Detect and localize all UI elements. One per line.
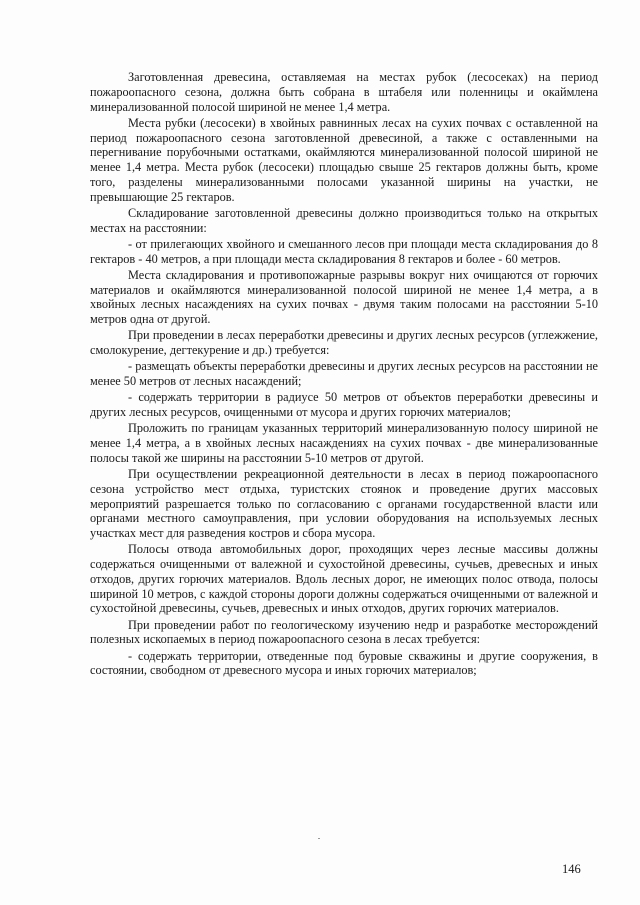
list-item: - от прилегающих хвойного и смешанного лесов при площади места складирования до 8 гектаров - 40 метров, а при площади места складирования 8 гектаров и более - 60 метров. [90,236,598,266]
paragraph: При проведении в лесах переработки древесины и других лесных ресурсов (углежжение, смолокурение, дегтекурение и др.) требуется: [90,328,598,357]
paragraph: При осуществлении рекреационной деятельности в лесах в период пожароопасного сезона устройство мест отдыха, туристских стоянок и проведение других массовых мероприятий разрешается только по согласованию с органами государственной власти или органами местного самоуправления, при условии оборудования на используемых лесных участках мест для разведения костров и сбора мусора. [90,467,598,540]
page-number: 146 [562,862,581,876]
scan-speck [318,838,320,839]
list-item: - размещать объекты переработки древесины и других лесных ресурсов на расстоянии не менее 50 метров от лесных насаждений; [90,359,598,388]
paragraph: Проложить по границам указанных территорий минерализованную полосу шириной не менее 1,4 метра, а в хвойных лесных насаждениях на сухих почвах - две минерализованные полосы такой же ширины на расстоянии 5-10 метров от другой. [90,421,598,465]
paragraph: Складирование заготовленной древесины должно производиться только на открытых местах на расстоянии: [90,205,598,235]
paragraph: Места рубки (лесосеки) в хвойных равнинных лесах на сухих почвах с оставленной на период пожароопасного сезона заготовленной древесиной, а также с оставленными на перегнивание порубочными остатками, окаймляются минерализованной полосой шириной не менее 1,4 метра. Места рубок (лесосеки) площадью свыше 25 гектаров должны быть, кроме того, разделены минерализованными полосами указанной ширины на участки, не превышающие 25 гектаров. [90,115,598,204]
document-body [90,70,598,680]
list-item: - содержать территории, отведенные под буровые скважины и другие сооружения, в состоянии, свободном от древесного мусора и иных горючих материалов; [90,648,598,678]
paragraph: Полосы отвода автомобильных дорог, проходящих через лесные массивы должны содержаться очищенными от валежной и сухостойной древесины, сучьев, древесных и иных отходов, других горючих материалов. Вдоль лесных дорог, не имеющих полос отвода, полосы шириной 10 метров, с каждой стороны дороги должны содержаться очищенными от валежной и сухостойной древесины, сучьев, древесных и иных отходов, других горючих материалов. [90,542,598,616]
paragraph: Заготовленная древесина, оставляемая на местах рубок (лесосеках) на период пожароопасного сезона, должна быть собрана в штабеля или поленницы и окаймлена минерализованной полосой шириной не менее 1,4 метра. [90,70,598,114]
list-item: - содержать территории в радиусе 50 метров от объектов переработки древесины и других лесных ресурсов, очищенными от мусора и других горючих материалов; [90,390,598,419]
paragraph: Места складирования и противопожарные разрывы вокруг них очищаются от горючих материалов и окаймляются минерализованной полосой шириной не менее 1,4 метра, а в хвойных лесных насаждениях на сухих почвах - двумя таким полосами на расстоянии 5-10 метров одна от другой. [90,267,598,326]
paragraph: При проведении работ по геологическому изучению недр и разработке месторождений полезных ископаемых в период пожароопасного сезона в лесах требуется: [90,617,598,647]
